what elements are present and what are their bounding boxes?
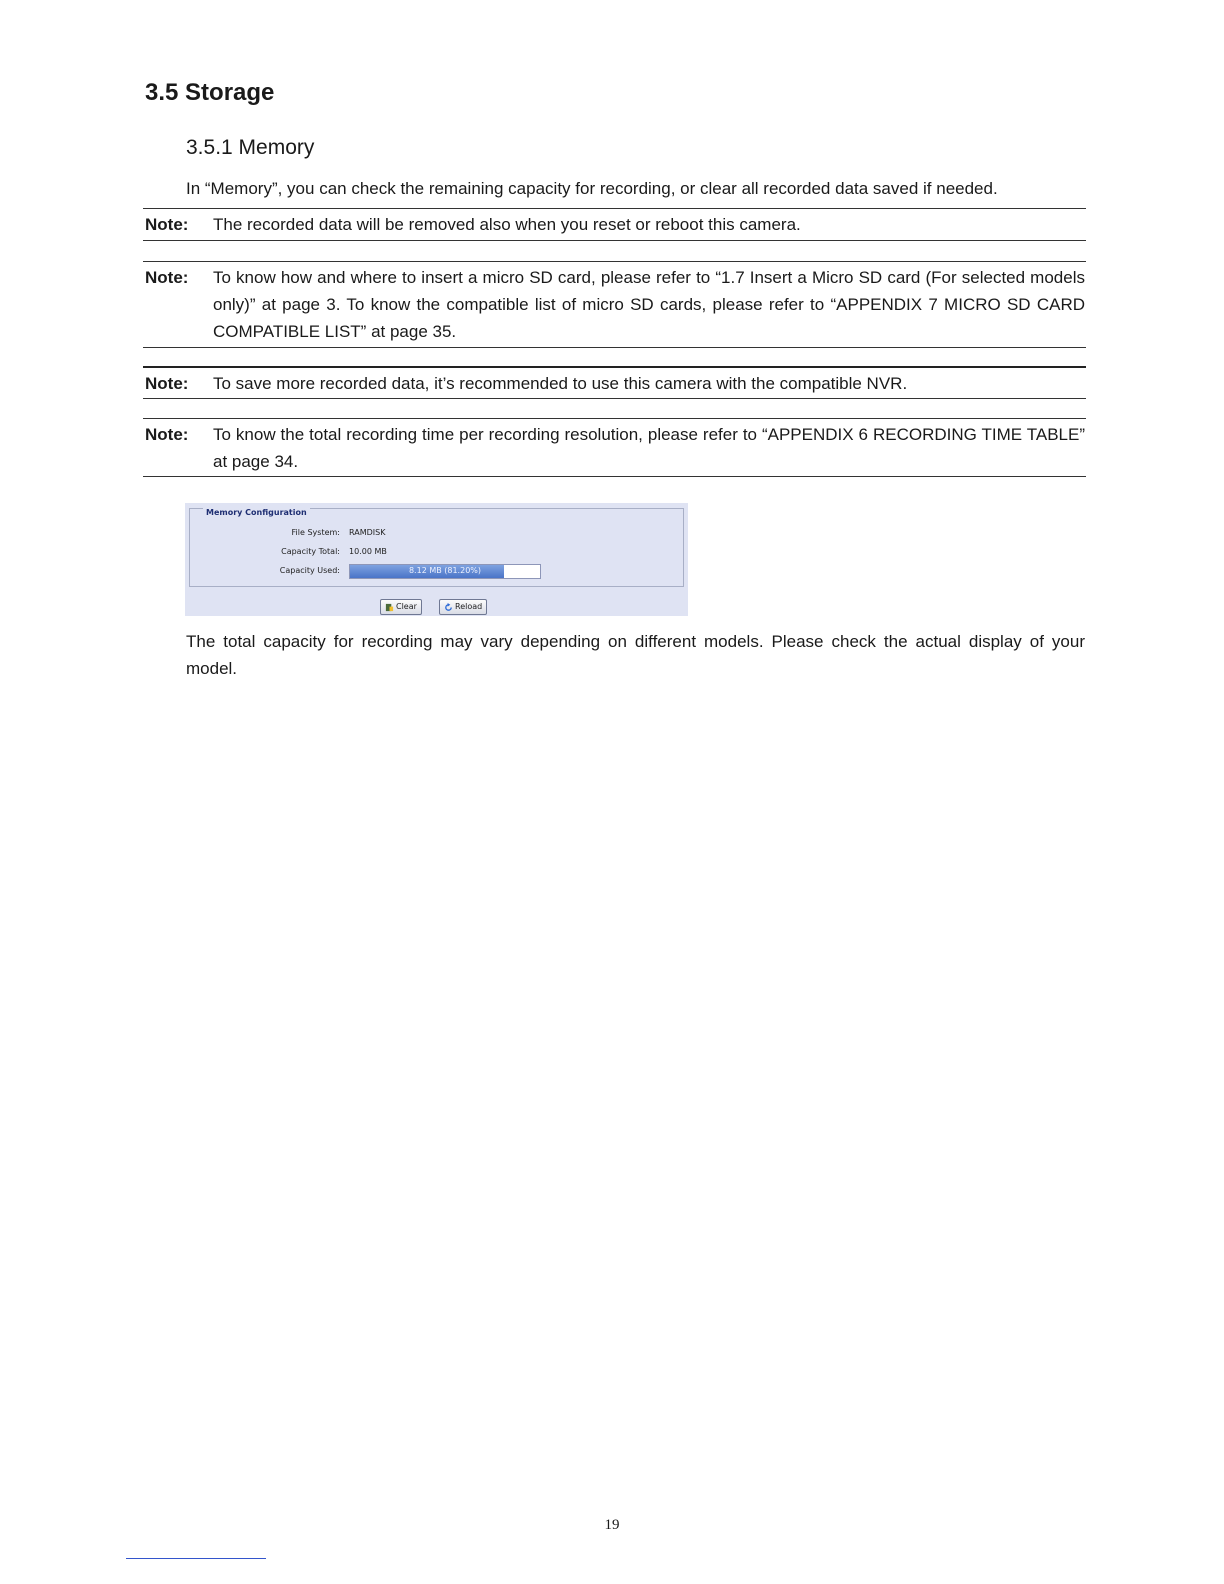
note-divider (143, 261, 1086, 262)
note-label: Note: (145, 374, 189, 393)
note-label: Note: (145, 268, 189, 287)
intro-paragraph: In “Memory”, you can check the remaining capacity for recording, or clear all recorded data saved if needed. (186, 179, 998, 198)
memory-configuration-legend: Memory Configuration (203, 508, 310, 517)
note-divider (143, 208, 1086, 209)
capacity-used-progress-bar (349, 564, 541, 579)
note-2 (145, 264, 1085, 345)
note-3 (145, 370, 1085, 397)
page-number: 19 (604, 1517, 620, 1533)
clear-button[interactable] (380, 599, 422, 615)
file-system-label: File System: (291, 528, 340, 537)
capacity-used-text: 8.12 MB (81.20%) (408, 566, 482, 575)
capacity-total-label: Capacity Total: (281, 547, 340, 556)
memory-configuration-panel (185, 503, 688, 616)
note-divider (143, 476, 1086, 477)
note-4 (145, 421, 1085, 475)
capacity-total-value: 10.00 MB (349, 547, 387, 556)
outro-paragraph: The total capacity for recording may vary depending on different models. Please check the actual display of your model. (186, 632, 1085, 678)
note-divider (143, 398, 1086, 399)
memory-configuration-group (189, 508, 684, 587)
reload-button-label: Reload (455, 602, 483, 611)
reload-button[interactable] (439, 599, 487, 615)
section-title: 3.5 Storage (145, 79, 275, 106)
note-label: Note: (145, 425, 189, 444)
note-1 (145, 211, 1085, 238)
footer-rule (126, 1558, 266, 1559)
note-label: Note: (145, 215, 189, 234)
note-divider (143, 418, 1086, 419)
file-system-value: RAMDISK (349, 528, 386, 537)
note-text: To know the total recording time per recording resolution, please refer to “APPENDIX 6 RECORDING TIME TABLE” at page 34. (213, 425, 1085, 471)
note-text: The recorded data will be removed also when you reset or reboot this camera. (213, 215, 801, 234)
clear-icon (385, 603, 394, 612)
capacity-used-label: Capacity Used: (279, 566, 340, 575)
note-text: To save more recorded data, it’s recommended to use this camera with the compatible NVR. (213, 374, 908, 393)
subsection-title: 3.5.1 Memory (186, 136, 315, 159)
note-divider (143, 347, 1086, 348)
note-divider (143, 366, 1086, 368)
note-divider (143, 240, 1086, 241)
clear-button-label: Clear (396, 602, 417, 611)
reload-icon (444, 603, 453, 612)
note-text: To know how and where to insert a micro SD card, please refer to “1.7 Insert a Micro SD card (For selected models only)” at page 3. To know the compatible list of micro SD cards, please refer to “APPENDIX 7 MICRO SD CARD COMPATIBLE LIST” at page 35. (213, 268, 1085, 341)
